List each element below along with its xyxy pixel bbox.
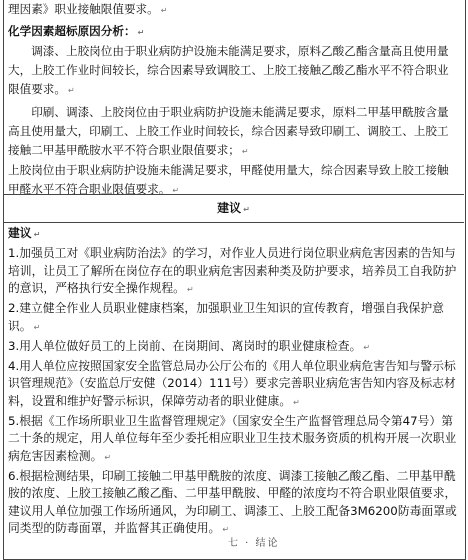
suggestion-header-text: 建议 — [217, 201, 242, 215]
analysis-paragraph-1: 调漆、上胶岗位由于职业病防护设施未能满足要求，原料乙酸乙酯含量高且使用量大，上胶工作业时间较长，综合因素导致调胶工、上胶工接触乙酸乙酯水平不符合职业限值要求。 ↵ — [8, 44, 449, 96]
suggestion-item-6: 6.根据检测结果，印刷工接触二甲基甲酰胺的浓度、调漆工接触乙酸乙酯、二甲基甲酰胺的浓度、上胶工接触乙酸乙酯、二甲基甲酰胺、甲醛的浓度均不符合职业限值要求，建议用人单位加强工作场所通风，为印刷工、调漆工、上胶工配备3M6200防毒面罩或同类型的防毒面罩，并监督其正确使用。 ↵ — [8, 468, 457, 535]
analysis-paragraph-2: 印刷、调漆、上胶岗位由于职业病防护设施未能满足要求，原料二甲基甲酰胺含量高且使用量大，印刷工、上胶工作业时间较长，综合因素导致印刷工、调胶工、上胶工接触二甲基甲酰胺水平不符合职业限值要求； ↵ — [8, 105, 449, 157]
suggestion-item-4: 4.用人单位应按照国家安全监管总局办公厅公布的《用人单位职业病危害告知与警示标识管理规范》（安监总厅安健（2014）111号）要求完善职业病危害告知内容及标志材料，设置和维护好警示标识，保障劳动者的职业健康。 ↵ — [8, 358, 456, 408]
table-divider-bottom — [4, 222, 464, 223]
paragraph-mark: ↵ — [33, 322, 41, 332]
paragraph-mark: ↵ — [241, 147, 249, 156]
analysis-heading: 化学因素超标原因分析： ↵ — [8, 24, 145, 38]
analysis-paragraph-3: 上胶岗位由于职业病防护设施未能满足要求，甲醛使用量大，综合因素导致上胶工接触甲醛水平不符合职业限值要求。 ↵ — [8, 163, 449, 196]
paragraph-mark: ↵ — [137, 28, 145, 37]
next-section-heading-partial: 七 · 结论 — [228, 538, 280, 549]
paragraph-mark: ↵ — [186, 285, 194, 294]
suggestion-item-5: 5.根据《工作场所职业卫生监督管理规定》（国家安全生产监督管理总局令第47号）第二十条的规定，用人单位每年至少委托相应职业卫生技术服务资质的机构开展一次职业病危害因素检测。 ↵ — [8, 413, 457, 463]
paragraph-mark: ↵ — [293, 397, 300, 407]
paragraph-mark: ↵ — [243, 205, 250, 214]
suggestion-title: 建议 ↵ — [8, 226, 41, 240]
paragraph-mark: ↵ — [363, 342, 371, 352]
suggestion-header-cell — [4, 195, 463, 222]
suggestion-item-3: 3.用人单位做好员工的上岗前、在岗期间、离岗时的职业健康检查。 ↵ — [8, 338, 371, 353]
suggestion-section — [4, 225, 463, 540]
paragraph-mark: ↵ — [33, 230, 41, 239]
analysis-line-0: 理因素》职业接触限值要求。 ↵ — [8, 2, 168, 16]
analysis-section — [4, 0, 463, 200]
paragraph-mark: ↵ — [222, 525, 230, 534]
paragraph-mark: ↵ — [67, 86, 75, 95]
paragraph-mark: ↵ — [104, 452, 112, 462]
suggestion-item-1: 1.加强员工对《职业病防治法》的学习，对作业人员进行岗位职业病危害因素的告知与培训，让员工了解所在岗位存在的职业病危害因素种类及防护要求，培养员工自我防护的意识，严格执行安全操作规程。 ↵ — [8, 246, 457, 295]
paragraph-mark: ↵ — [160, 6, 168, 15]
suggestion-item-2: 2.建立健全作业人员职业健康档案，加强职业卫生知识的宣传教育，增强自我保护意识。 ↵ — [8, 301, 444, 333]
paragraph-mark: ↵ — [172, 186, 180, 195]
